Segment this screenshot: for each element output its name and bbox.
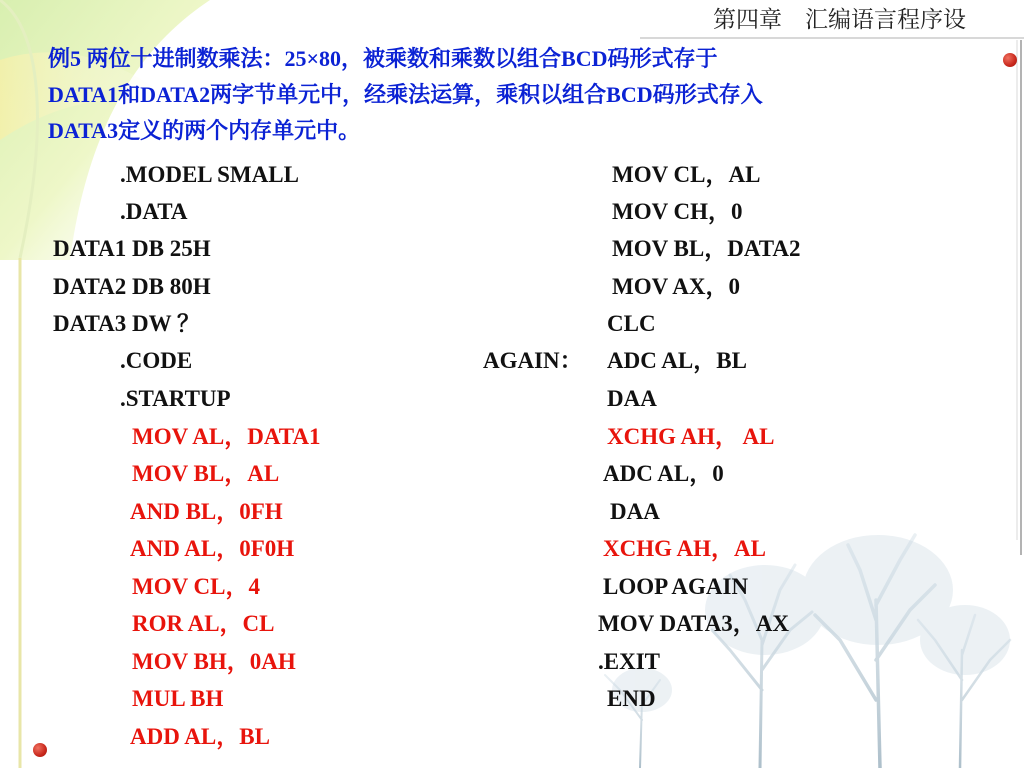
title-line: 例5 两位十进制数乘法：25×80，被乘数和乘数以组合BCD码形式存于 — [48, 46, 718, 71]
code-line: DAA — [610, 499, 660, 524]
code-line: DATA3 DW ？ — [53, 311, 200, 336]
code-line: .STARTUP — [120, 386, 231, 411]
code-line: DATA2 DB 80H — [53, 274, 211, 299]
code-line-highlighted: ROR AL，CL — [132, 611, 275, 636]
code-line: .CODE — [120, 348, 193, 373]
code-line-highlighted: AND BL，0FH — [130, 499, 283, 524]
code-line: MOV CH，0 — [612, 199, 743, 224]
code-line: MOV BL，DATA2 — [612, 236, 801, 261]
example-title — [48, 41, 1008, 149]
code-line-highlighted: AND AL，0F0H — [130, 536, 295, 561]
code-line-highlighted: MOV BL，AL — [132, 461, 280, 486]
code-line: .EXIT — [598, 649, 660, 674]
code-line: DAA — [607, 386, 657, 411]
code-line: END — [607, 686, 656, 711]
code-line-highlighted: MOV CL，4 — [132, 574, 260, 599]
loop-label: AGAIN： — [483, 348, 583, 373]
code-line: .DATA — [120, 199, 188, 224]
code-line: ADC AL，0 — [603, 461, 724, 486]
code-line: LOOP AGAIN — [603, 574, 749, 599]
bullet-dot-icon — [33, 743, 47, 757]
code-line: MOV DATA3，AX — [598, 611, 790, 636]
code-line-highlighted: MOV AL，DATA1 — [132, 424, 321, 449]
code-line: MOV CL，AL — [612, 162, 761, 187]
code-line: DATA1 DB 25H — [53, 236, 211, 261]
title-line: DATA1和DATA2两字节单元中，经乘法运算，乘积以组合BCD码形式存入 — [48, 82, 763, 107]
code-line: MOV AX，0 — [612, 274, 740, 299]
code-line: .MODEL SMALL — [120, 162, 299, 187]
code-line-highlighted: ADD AL，BL — [130, 724, 270, 749]
code-line: CLC — [607, 311, 656, 336]
code-line-highlighted: XCHG AH，AL — [603, 536, 766, 561]
code-line-highlighted: MOV BH，0AH — [132, 649, 296, 674]
code-line-highlighted: MUL BH — [132, 686, 224, 711]
title-line: DATA3定义的两个内存单元中。 — [48, 118, 361, 143]
code-line-highlighted: XCHG AH， AL — [607, 424, 775, 449]
chapter-header: 第四章 汇编语言程序设 — [713, 7, 966, 32]
code-line: ADC AL，BL — [607, 348, 747, 373]
